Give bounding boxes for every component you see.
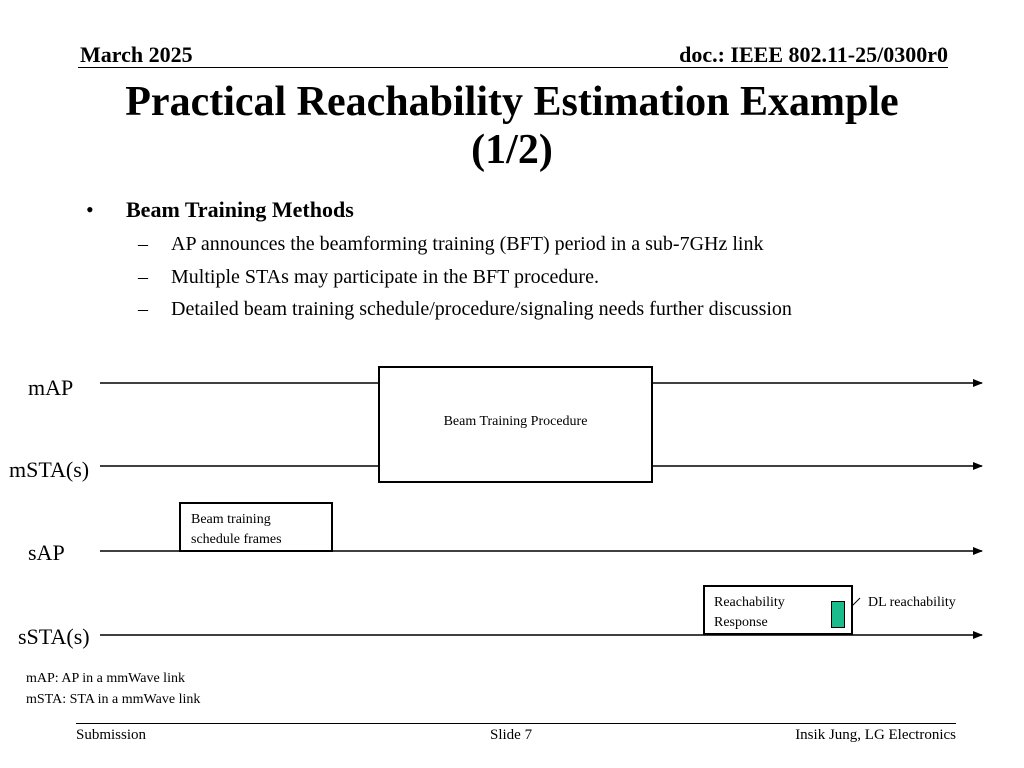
slide-title-line1: Practical Reachability Estimation Example <box>125 79 899 125</box>
legend-note-msta: mSTA: STA in a mmWave link <box>26 692 201 707</box>
footer-divider <box>76 723 956 724</box>
dash-icon: – <box>138 298 148 320</box>
slide-title-line2: (1/2) <box>471 127 553 173</box>
schedule-frames-box <box>179 502 333 552</box>
bullet-main-text: Beam Training Methods <box>126 197 354 222</box>
dl-reachability-label: DL reachability <box>868 595 956 610</box>
lane-label-msta: mSTA(s) <box>9 457 90 482</box>
lane-label-sap: sAP <box>28 540 65 565</box>
reachability-response-label-line2: Response <box>714 615 768 630</box>
header-doc-id: doc.: IEEE 802.11-25/0300r0 <box>679 42 948 67</box>
schedule-frames-label-line2: schedule frames <box>191 532 282 547</box>
lane-label-map: mAP <box>28 375 74 400</box>
sub-bullet-text: Detailed beam training schedule/procedure/signaling needs further discussion <box>171 298 792 320</box>
beam-training-procedure-box <box>378 366 653 483</box>
footer-slide-number: Slide 7 <box>490 727 533 743</box>
footer-submission: Submission <box>76 727 147 743</box>
schedule-frames-label-line1: Beam training <box>191 512 271 527</box>
sub-bullet-text: Multiple STAs may participate in the BFT procedure. <box>171 266 599 288</box>
legend-note-map: mAP: AP in a mmWave link <box>26 671 185 686</box>
reachability-response-label-line1: Reachability <box>714 595 785 610</box>
header-date: March 2025 <box>80 42 193 67</box>
dash-icon: – <box>138 266 148 288</box>
dash-icon: – <box>138 233 148 255</box>
lane-label-ssta: sSTA(s) <box>18 624 90 649</box>
sub-bullet-text: AP announces the beamforming training (BFT) period in a sub-7GHz link <box>171 233 764 255</box>
dl-reachability-marker <box>831 601 845 628</box>
bullet-dot-icon: • <box>86 197 94 222</box>
legend-notes <box>26 668 200 710</box>
footer-author: Insik Jung, LG Electronics <box>795 727 956 743</box>
beam-training-procedure-label: Beam Training Procedure <box>443 413 588 429</box>
